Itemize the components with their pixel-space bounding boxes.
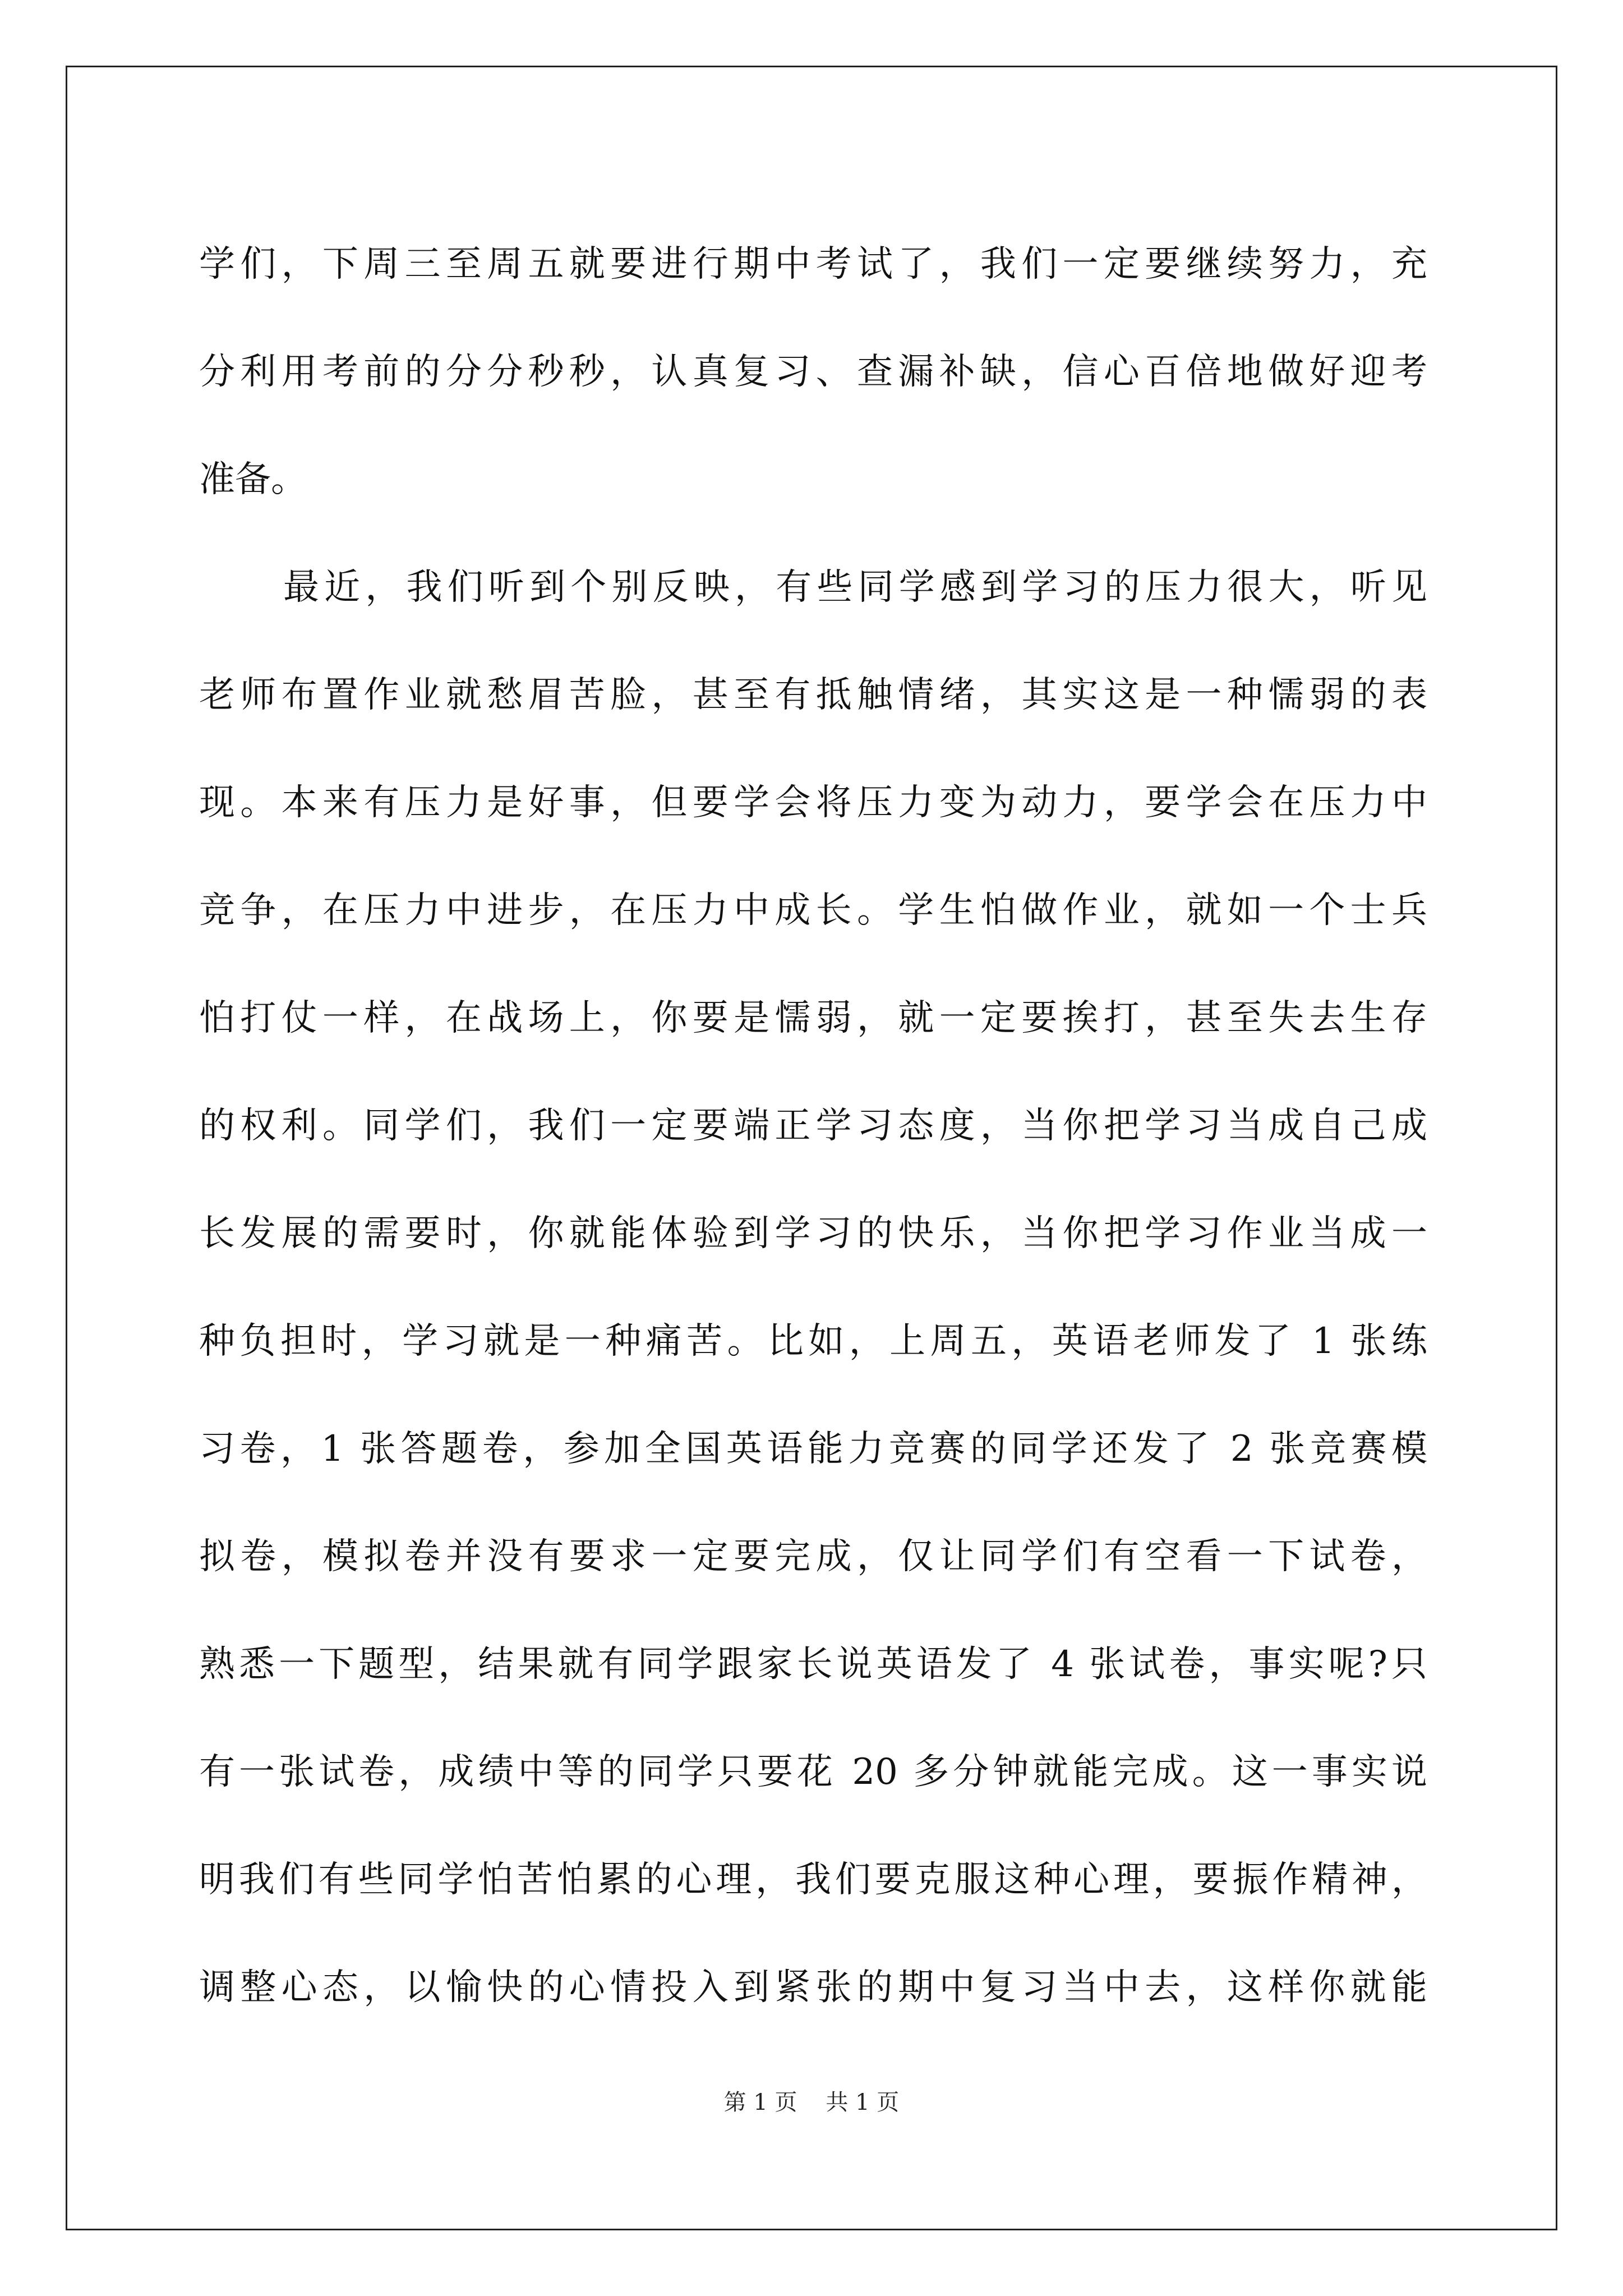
- text-line: 准备。: [199, 459, 307, 500]
- text-line: 调整心态，以愉快的心情投入到紧张的期中复习当中去，这样你就能: [199, 1967, 1427, 2008]
- text-line: 的权利。同学们，我们一定要端正学习态度，当你把学习当成自己成: [199, 1105, 1427, 1147]
- page-total: 共 1 页: [826, 2090, 900, 2115]
- text-line: 拟卷，模拟卷并没有要求一定要完成，仅让同学们有空看一下试卷，: [199, 1536, 1427, 1577]
- text-line: 有一张试卷，成绩中等的同学只要花 20 多分钟就能完成。这一事实说: [199, 1751, 1427, 1793]
- page-footer: [0, 2086, 1623, 2119]
- text-line: 最近，我们听到个别反映，有些同学感到学习的压力很大，听见: [283, 567, 1427, 608]
- text-line: 竞争，在压力中进步，在压力中成长。学生怕做作业，就如一个士兵: [199, 890, 1427, 931]
- document-body: [199, 210, 1427, 2041]
- text-line: 明我们有些同学怕苦怕累的心理，我们要克服这种心理，要振作精神，: [199, 1859, 1427, 1901]
- text-line: 熟悉一下题型，结果就有同学跟家长说英语发了 4 张试卷，事实呢?只: [199, 1644, 1427, 1685]
- text-line: 习卷，1 张答题卷，参加全国英语能力竞赛的同学还发了 2 张竞赛模: [199, 1428, 1427, 1470]
- text-line: 分利用考前的分分秒秒，认真复习、查漏补缺，信心百倍地做好迎考: [199, 351, 1427, 393]
- page-number: 第 1 页: [723, 2090, 797, 2115]
- text-line: 现。本来有压力是好事，但要学会将压力变为动力，要学会在压力中: [199, 782, 1427, 823]
- text-line: 怕打仗一样，在战场上，你要是懦弱，就一定要挨打，甚至失去生存: [199, 997, 1427, 1039]
- text-line: 学们，下周三至周五就要进行期中考试了，我们一定要继续努力，充: [199, 243, 1427, 285]
- text-line: 老师布置作业就愁眉苦脸，甚至有抵触情绪，其实这是一种懦弱的表: [199, 674, 1427, 716]
- text-line: 种负担时，学习就是一种痛苦。比如，上周五，英语老师发了 1 张练: [199, 1320, 1427, 1362]
- text-line: 长发展的需要时，你就能体验到学习的快乐，当你把学习作业当成一: [199, 1213, 1427, 1254]
